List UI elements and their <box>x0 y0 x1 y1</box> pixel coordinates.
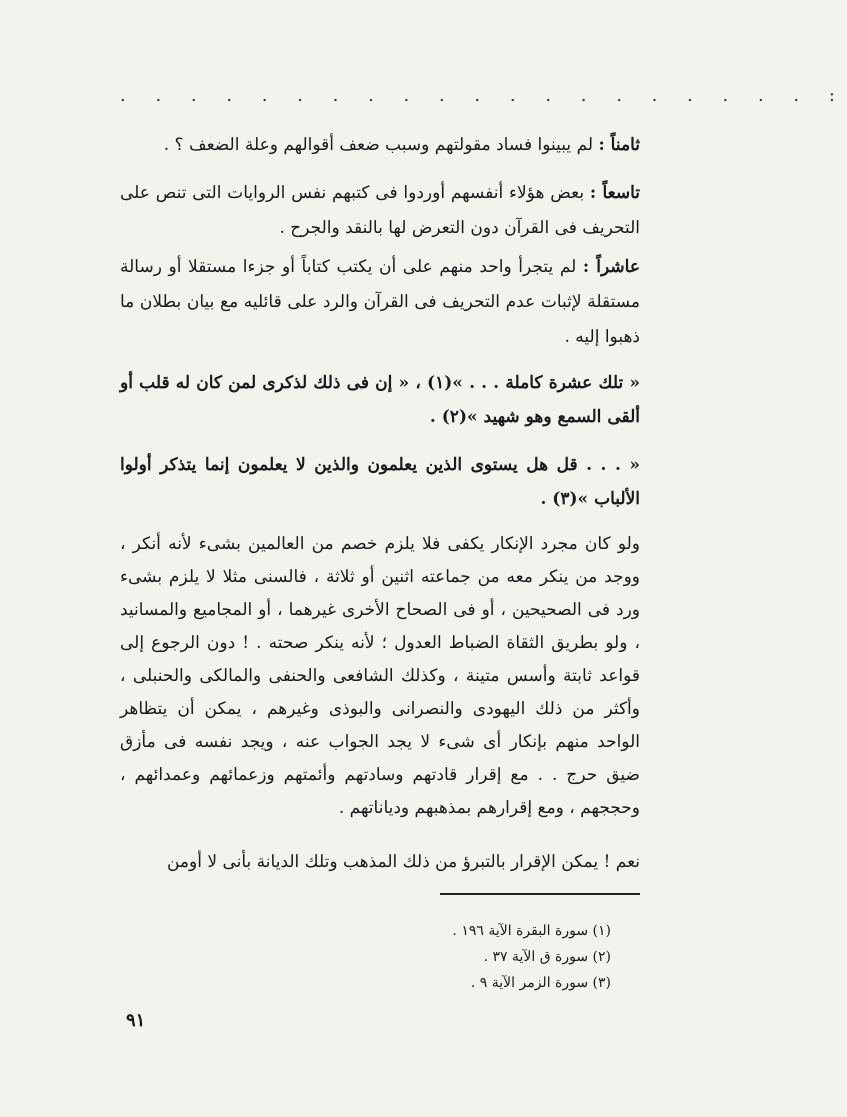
point-label: عاشراً : <box>582 257 640 277</box>
body-paragraph-1: ولو كان مجرد الإنكار يكفى فلا يلزم خصم من العالمين بشىء لأنه أنكر ، ووجد من ينكر معه من جماعته اثنين أو ثلاثة ، فالسنى مثلا لا يلزم بشىء ورد فى الصحيحين ، أو فى الصحاح الأخرى غيرهما ، أو المجاميع والمسانيد ، ولو بطريق الثقاة الضباط العدول ؛ لأنه ينكر صحته . ! دون الرجوع إلى قواعد ثابتة وأسس متينة ، وكذلك الشافعى والحنفى والمالكى والحنبلى ، وأكثر من ذلك اليهودى والنصرانى والبوذى وغيرهم ، يمكن أن يتظاهر الواحد منهم بإنكار أى شىء لا يجد الجواب عنه ، ويجد نفسه فى مأزق ضيق حرج . . مع إقرار قادتهم وسادتهم وأئمتهم وزعمائهم وعمدائهم ، وحججهم ، ومع إقرارهم بمذهبهم ودياناتهم . <box>120 534 640 818</box>
body-paragraph-2: نعم ! يمكن الإقرار بالتبرؤ من ذلك المذهب وتلك الديانة بأنى لا أومن <box>166 852 640 872</box>
point-tenth <box>120 250 640 355</box>
ellipsis-dots: . . . . . . . . . . . . . . . . . . . . : <box>120 85 847 106</box>
point-text: بعض هؤلاء أنفسهم أوردوا فى كتبهم نفس الروايات التى تنص على التحريف فى القرآن دون التعرض لها بالنقد والجرح . <box>120 183 640 238</box>
point-eighth <box>120 128 640 163</box>
footnote-1: (١) سورة البقرة الآية ١٩٦ . <box>452 923 611 939</box>
point-text: لم يتجرأ واحد منهم على أن يكتب كتاباً أو جزءا مستقلا أو رسالة مستقلة لإثبات عدم التحريف فى القرآن والرد على قائليه مع بيان بطلان ما ذهبوا إليه . <box>120 257 640 347</box>
point-label: تاسعاً : <box>589 183 640 203</box>
footnote-3: (٣) سورة الزمر الآية ٩ . <box>470 975 611 991</box>
quran-quote-2: « . . . قل هل يستوى الذين يعلمون والذين لا يعلمون إنما يتذكر أولوا الألباب »(٣) . <box>120 455 640 509</box>
quran-quote-1: « تلك عشرة كاملة . . . »(١) ، « إن فى ذلك لذكرى لمن كان له قلب أو ألقى السمع وهو شهيد »(٢) . <box>120 373 640 427</box>
page-number: ٩١ <box>126 1010 146 1031</box>
footnote-divider <box>440 893 640 895</box>
point-label: ثامناً : <box>598 135 640 155</box>
footnote-2: (٢) سورة ق الآية ٣٧ . <box>483 949 611 965</box>
point-text: لم يبينوا فساد مقولتهم وسبب ضعف أقوالهم وعلة الضعف ؟ . <box>163 135 599 155</box>
point-ninth <box>120 176 640 246</box>
